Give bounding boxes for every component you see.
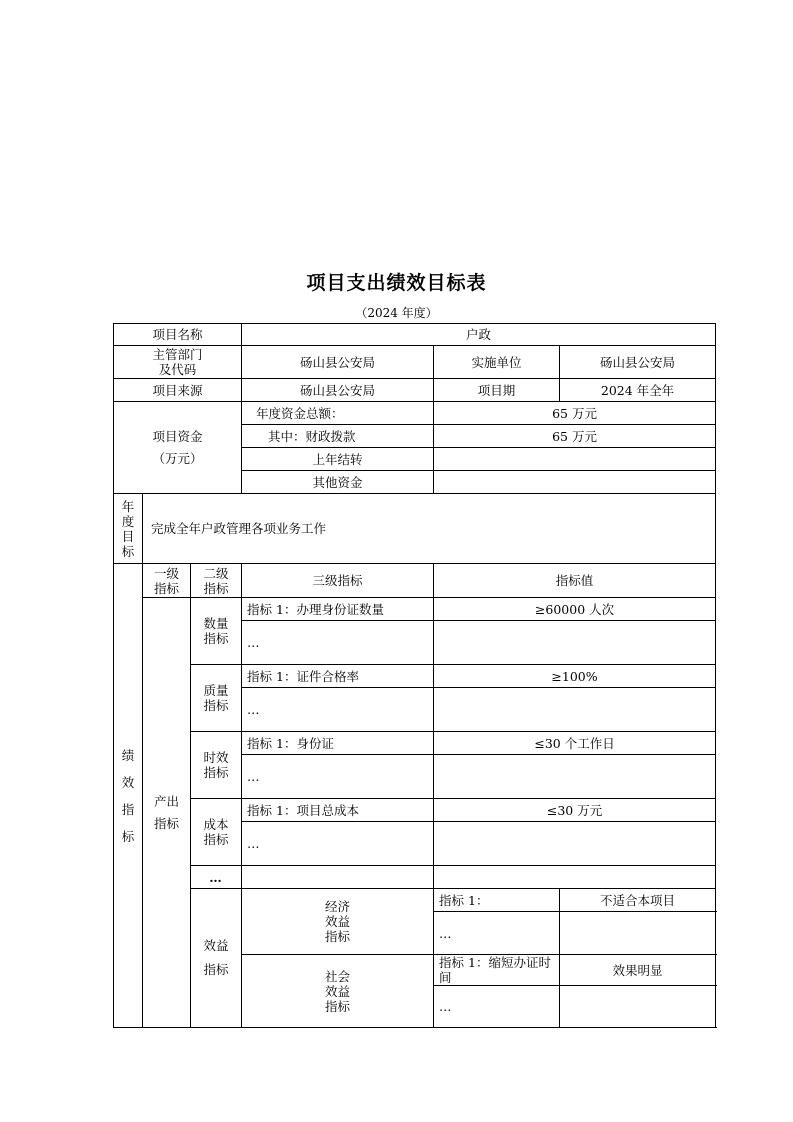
header-level3: 三级指标 bbox=[242, 564, 434, 598]
economic-row bbox=[114, 889, 716, 912]
economic-indicators-label bbox=[242, 889, 434, 955]
quality-indicators-label bbox=[191, 665, 242, 732]
funds-fiscal-label: 其中：财政拨款 bbox=[242, 425, 434, 448]
quantity-item: 指标 1：办理身份证数量 bbox=[242, 598, 434, 621]
header-level1-line2: 指标 bbox=[153, 580, 179, 596]
quantity-label-line1: 数量 bbox=[203, 616, 229, 631]
cost-value: ≤30 万元 bbox=[434, 799, 716, 822]
quality-more: … bbox=[242, 688, 434, 732]
output-more: … bbox=[191, 866, 242, 889]
output-label-line1: 产出 bbox=[153, 793, 179, 809]
header-value: 指标值 bbox=[434, 564, 716, 598]
project-source-label: 项目来源 bbox=[114, 379, 242, 402]
performance-indicators-char: 绩 bbox=[121, 747, 135, 763]
output-more-row bbox=[114, 866, 716, 889]
department-label-line2: 及代码 bbox=[158, 362, 197, 377]
project-name-row bbox=[114, 324, 716, 346]
quality-row bbox=[114, 665, 716, 688]
timeliness-label-line2: 指标 bbox=[203, 765, 229, 780]
funds-label-line2: （万元） bbox=[152, 450, 203, 466]
timeliness-item: 指标 1：身份证 bbox=[242, 732, 434, 755]
implementing-unit-value: 砀山县公安局 bbox=[560, 346, 716, 379]
annual-goal-char: 年 bbox=[121, 498, 135, 514]
economic-label-line1: 经济 bbox=[325, 899, 351, 914]
social-label-line3: 指标 bbox=[325, 998, 351, 1014]
performance-indicators-char: 指 bbox=[121, 801, 135, 817]
funds-carryover-label: 上年结转 bbox=[242, 448, 434, 471]
header-level1-line1: 一级 bbox=[153, 565, 179, 581]
funds-total-label: 年度资金总额： bbox=[242, 402, 434, 425]
cost-label-line1: 成本 bbox=[203, 817, 229, 832]
funds-total-value: 65 万元 bbox=[434, 402, 716, 425]
benefit-label-line2: 指标 bbox=[203, 962, 229, 977]
quality-label-line1: 质量 bbox=[203, 683, 229, 698]
social-item: 指标 1：缩短办证时间 bbox=[434, 955, 560, 986]
social-value: 效果明显 bbox=[560, 955, 716, 986]
department-value: 砀山县公安局 bbox=[242, 346, 434, 379]
funds-row-total bbox=[114, 402, 716, 425]
project-source-row bbox=[114, 379, 716, 402]
quality-more-value bbox=[434, 688, 716, 732]
header-level2 bbox=[191, 564, 242, 598]
implementing-unit-label: 实施单位 bbox=[434, 346, 560, 379]
cost-more-value bbox=[434, 822, 716, 866]
indicator-header-row bbox=[114, 564, 716, 598]
funds-fiscal-value: 65 万元 bbox=[434, 425, 716, 448]
economic-label-line3: 指标 bbox=[325, 929, 351, 944]
benefit-label-line1: 效益 bbox=[203, 938, 229, 953]
quantity-label-line2: 指标 bbox=[203, 631, 229, 646]
quantity-indicators-label bbox=[191, 598, 242, 665]
annual-goal-text: 完成全年户政管理各项业务工作 bbox=[143, 494, 716, 564]
quantity-more-value bbox=[434, 621, 716, 665]
benefit-indicators-label bbox=[191, 889, 242, 1028]
annual-goal-char: 度 bbox=[121, 513, 135, 529]
timeliness-label-line1: 时效 bbox=[203, 750, 229, 765]
funds-other-label: 其他资金 bbox=[242, 471, 434, 494]
document-title: 项目支出绩效目标表 bbox=[306, 272, 487, 294]
social-label-line1: 社会 bbox=[325, 968, 351, 984]
cost-indicators-label bbox=[191, 799, 242, 866]
performance-indicators-label bbox=[114, 564, 143, 1028]
department-row bbox=[114, 346, 716, 379]
project-source-value: 砀山县公安局 bbox=[242, 379, 434, 402]
social-label-line2: 效益 bbox=[325, 983, 351, 999]
economic-more-value bbox=[560, 912, 716, 955]
funds-label bbox=[114, 402, 242, 494]
quantity-row bbox=[114, 598, 716, 621]
cost-item: 指标 1：项目总成本 bbox=[242, 799, 434, 822]
annual-goal-label bbox=[114, 494, 143, 564]
annual-goal-char: 标 bbox=[121, 543, 135, 559]
header-level2-line1: 二级 bbox=[203, 565, 229, 581]
output-label-line2: 指标 bbox=[153, 815, 179, 831]
cost-row bbox=[114, 799, 716, 822]
header-level2-line2: 指标 bbox=[203, 580, 229, 596]
quantity-value: ≥60000 人次 bbox=[434, 598, 716, 621]
timeliness-more-value bbox=[434, 755, 716, 799]
header-level1 bbox=[143, 564, 191, 598]
cost-more: … bbox=[242, 822, 434, 866]
quality-item: 指标 1：证件合格率 bbox=[242, 665, 434, 688]
performance-indicators-char: 标 bbox=[121, 828, 135, 844]
cost-label-line2: 指标 bbox=[203, 832, 229, 847]
output-more-item bbox=[242, 866, 434, 889]
quantity-more: … bbox=[242, 621, 434, 665]
timeliness-indicators-label bbox=[191, 732, 242, 799]
funds-label-line1: 项目资金 bbox=[152, 428, 203, 444]
quality-label-line2: 指标 bbox=[203, 698, 229, 713]
project-period-value: 2024 年全年 bbox=[560, 379, 716, 402]
output-more-value bbox=[434, 866, 716, 889]
timeliness-row bbox=[114, 732, 716, 755]
department-label bbox=[114, 346, 242, 379]
timeliness-more: … bbox=[242, 755, 434, 799]
department-label-line1: 主管部门 bbox=[152, 347, 203, 362]
project-name-value: 户政 bbox=[242, 324, 716, 346]
performance-goal-table bbox=[113, 323, 716, 1028]
project-name-label: 项目名称 bbox=[114, 324, 242, 346]
social-more: … bbox=[434, 986, 560, 1028]
annual-goal-row bbox=[114, 494, 716, 564]
annual-goal-char: 目 bbox=[121, 528, 135, 544]
timeliness-value: ≤30 个工作日 bbox=[434, 732, 716, 755]
project-period-label: 项目期 bbox=[434, 379, 560, 402]
economic-label-line2: 效益 bbox=[325, 914, 351, 929]
output-indicators-label bbox=[143, 598, 191, 1028]
economic-item: 指标 1： bbox=[434, 889, 560, 912]
quality-value: ≥100% bbox=[434, 665, 716, 688]
performance-indicators-char: 效 bbox=[121, 774, 135, 790]
document-subtitle: （2024 年度） bbox=[355, 306, 438, 320]
funds-other-value bbox=[434, 471, 716, 494]
economic-value: 不适合本项目 bbox=[560, 889, 716, 912]
funds-carryover-value bbox=[434, 448, 716, 471]
social-indicators-label bbox=[242, 955, 434, 1028]
economic-more: … bbox=[434, 912, 560, 955]
social-more-value bbox=[560, 986, 716, 1028]
